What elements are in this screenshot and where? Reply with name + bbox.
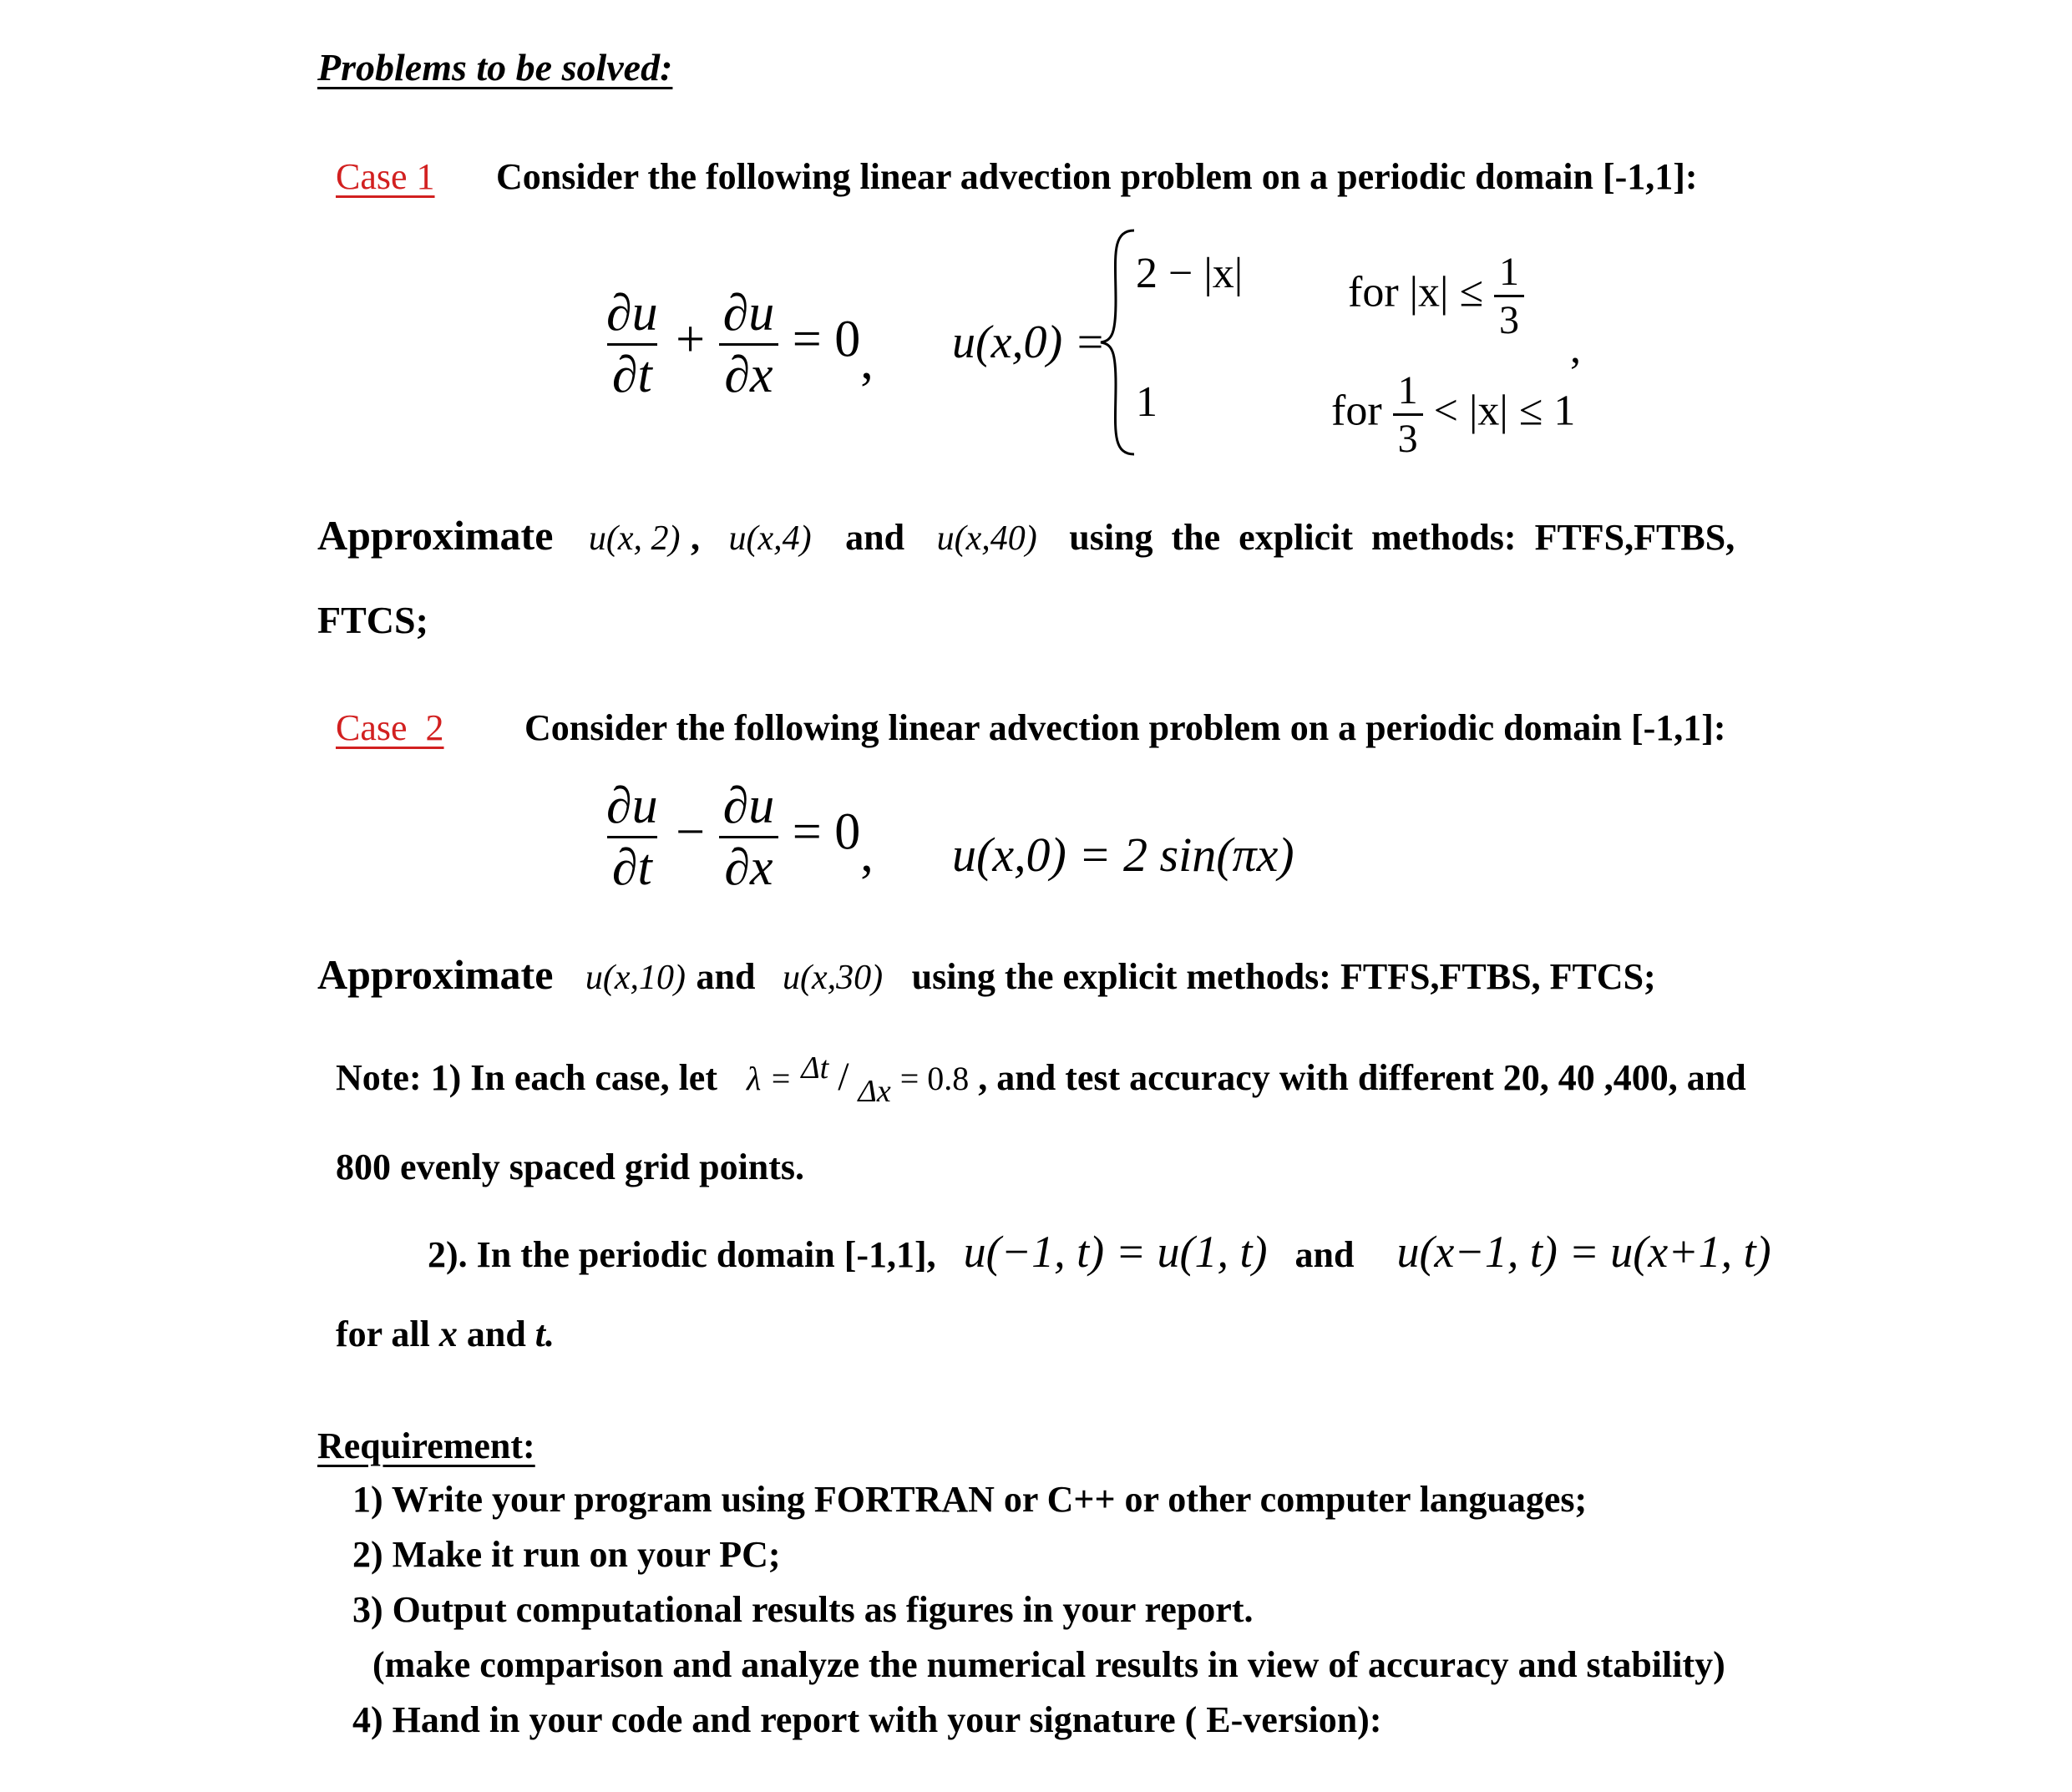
note-tail-x: x <box>438 1314 458 1354</box>
pde-numerator: ∂u <box>722 777 775 834</box>
note-line2: 800 evenly spaced grid points. <box>336 1147 805 1187</box>
piece2-cond-suffix: < |x| ≤ 1 <box>1433 387 1576 435</box>
case2-approx-line <box>317 950 1656 999</box>
note-item2 <box>428 1226 1771 1278</box>
note-tail-t: t. <box>534 1314 555 1354</box>
case2-label: Case 2 <box>336 707 444 748</box>
pde-comma: , <box>860 825 874 883</box>
approx-term-2: u(x,4) <box>728 519 812 558</box>
requirement-item-3-note: (make comparison and analyze the numerical results in view of accuracy and stability) <box>372 1644 1725 1685</box>
requirement-item-4: 4) Hand in your code and report with your signature ( E-version): <box>352 1699 1382 1740</box>
note-item2-text: 2). In the periodic domain [-1,1], <box>428 1234 936 1275</box>
approx-rest: using the explicit methods: FTFS,FTBS, FTCS; <box>911 956 1656 997</box>
note-and: and <box>1294 1234 1355 1275</box>
approx-rest: using the explicit methods: FTFS,FTBS, <box>1069 517 1735 558</box>
case1-label: Case 1 <box>336 156 435 197</box>
approx-word: Approximate <box>317 951 554 998</box>
pde-numerator: ∂u <box>606 285 658 342</box>
note-tail <box>336 1313 555 1355</box>
note-lambda-lhs: λ = <box>746 1060 793 1097</box>
case2-pde-dudt <box>601 777 663 898</box>
pde-rhs: = 0 <box>792 311 861 368</box>
approx-term-1: u(x,10) <box>585 959 686 997</box>
frac-den: 3 <box>1494 295 1524 343</box>
pde-operator: + <box>676 311 706 368</box>
frac-den: 3 <box>1393 413 1423 462</box>
note-dt: Δt <box>801 1050 829 1086</box>
case1-pde-dudt <box>601 284 663 405</box>
note-eq1: u(−1, t) = u(1, t) <box>963 1227 1268 1277</box>
note-line1 <box>336 1050 1746 1109</box>
case1-approx-line2: FTCS; <box>317 599 428 641</box>
note-eq2: u(x−1, t) = u(x+1, t) <box>1396 1227 1771 1277</box>
case1-ic-comma: , <box>1570 325 1581 372</box>
case2-pde-dudx <box>718 777 780 898</box>
requirement-heading: Requirement: <box>317 1425 535 1466</box>
pde-denominator: ∂x <box>719 836 778 898</box>
note-slash: / <box>838 1055 849 1099</box>
approx-term-1: u(x, 2) <box>588 519 681 558</box>
note-lambda-value: = 0.8 <box>899 1060 970 1097</box>
requirement-item-1: 1) Write your program using FORTRAN or C++ or other computer languages; <box>352 1479 1588 1520</box>
piece2-frac <box>1393 367 1423 462</box>
case1-ic-piece2-cond <box>1331 367 1575 462</box>
piece1-cond-text: for |x| ≤ <box>1348 268 1483 316</box>
requirement-item-3: 3) Output computational results as figures in your report. <box>352 1589 1254 1630</box>
pde-comma: , <box>860 332 874 390</box>
pde-denominator: ∂t <box>607 836 657 898</box>
note-prefix: Note: 1) In each case, let <box>336 1057 717 1098</box>
pde-operator: − <box>676 803 706 861</box>
pde-denominator: ∂t <box>607 343 657 405</box>
case2-description: Consider the following linear advection problem on a periodic domain [-1,1]: <box>524 707 1726 748</box>
approx-term-3: u(x,40) <box>936 519 1037 558</box>
case1-ic-piece2-value: 1 <box>1136 378 1158 426</box>
approx-and: and <box>696 956 756 997</box>
piece2-cond-prefix: for <box>1331 387 1382 435</box>
case1-approx-line <box>317 511 1735 559</box>
case1-ic-lhs: u(x,0) = <box>952 316 1106 368</box>
approx-sep: , <box>691 517 701 558</box>
pde-numerator: ∂u <box>722 285 775 342</box>
pde-numerator: ∂u <box>606 777 658 834</box>
note-tail-pre: for all <box>336 1314 430 1354</box>
pde-rhs: = 0 <box>792 803 861 861</box>
approx-word: Approximate <box>317 512 554 559</box>
approx-term-2: u(x,30) <box>782 959 884 997</box>
requirement-item-2: 2) Make it run on your PC; <box>352 1534 781 1575</box>
approx-and: and <box>845 517 905 558</box>
case1-ic-piece1-cond <box>1348 249 1524 343</box>
note-dx: Δx <box>858 1074 891 1109</box>
frac-num: 1 <box>1397 368 1418 413</box>
frac-num: 1 <box>1499 250 1519 294</box>
note-tail-and: and <box>466 1314 526 1354</box>
case1-ic-piece1-value: 2 − |x| <box>1136 250 1244 297</box>
note-suffix: , and test accuracy with different 20, 40 ,400, and <box>978 1057 1746 1098</box>
case1-description: Consider the following linear advection problem on a periodic domain [-1,1]: <box>496 156 1698 197</box>
page-heading: Problems to be solved: <box>317 46 673 89</box>
case2-ic: u(x,0) = 2 sin(πx) <box>952 828 1294 882</box>
pde-denominator: ∂x <box>719 343 778 405</box>
case1-pde-dudx <box>718 284 780 405</box>
piece1-frac <box>1494 249 1524 343</box>
case1-pde <box>601 284 874 405</box>
case2-pde <box>601 777 874 898</box>
